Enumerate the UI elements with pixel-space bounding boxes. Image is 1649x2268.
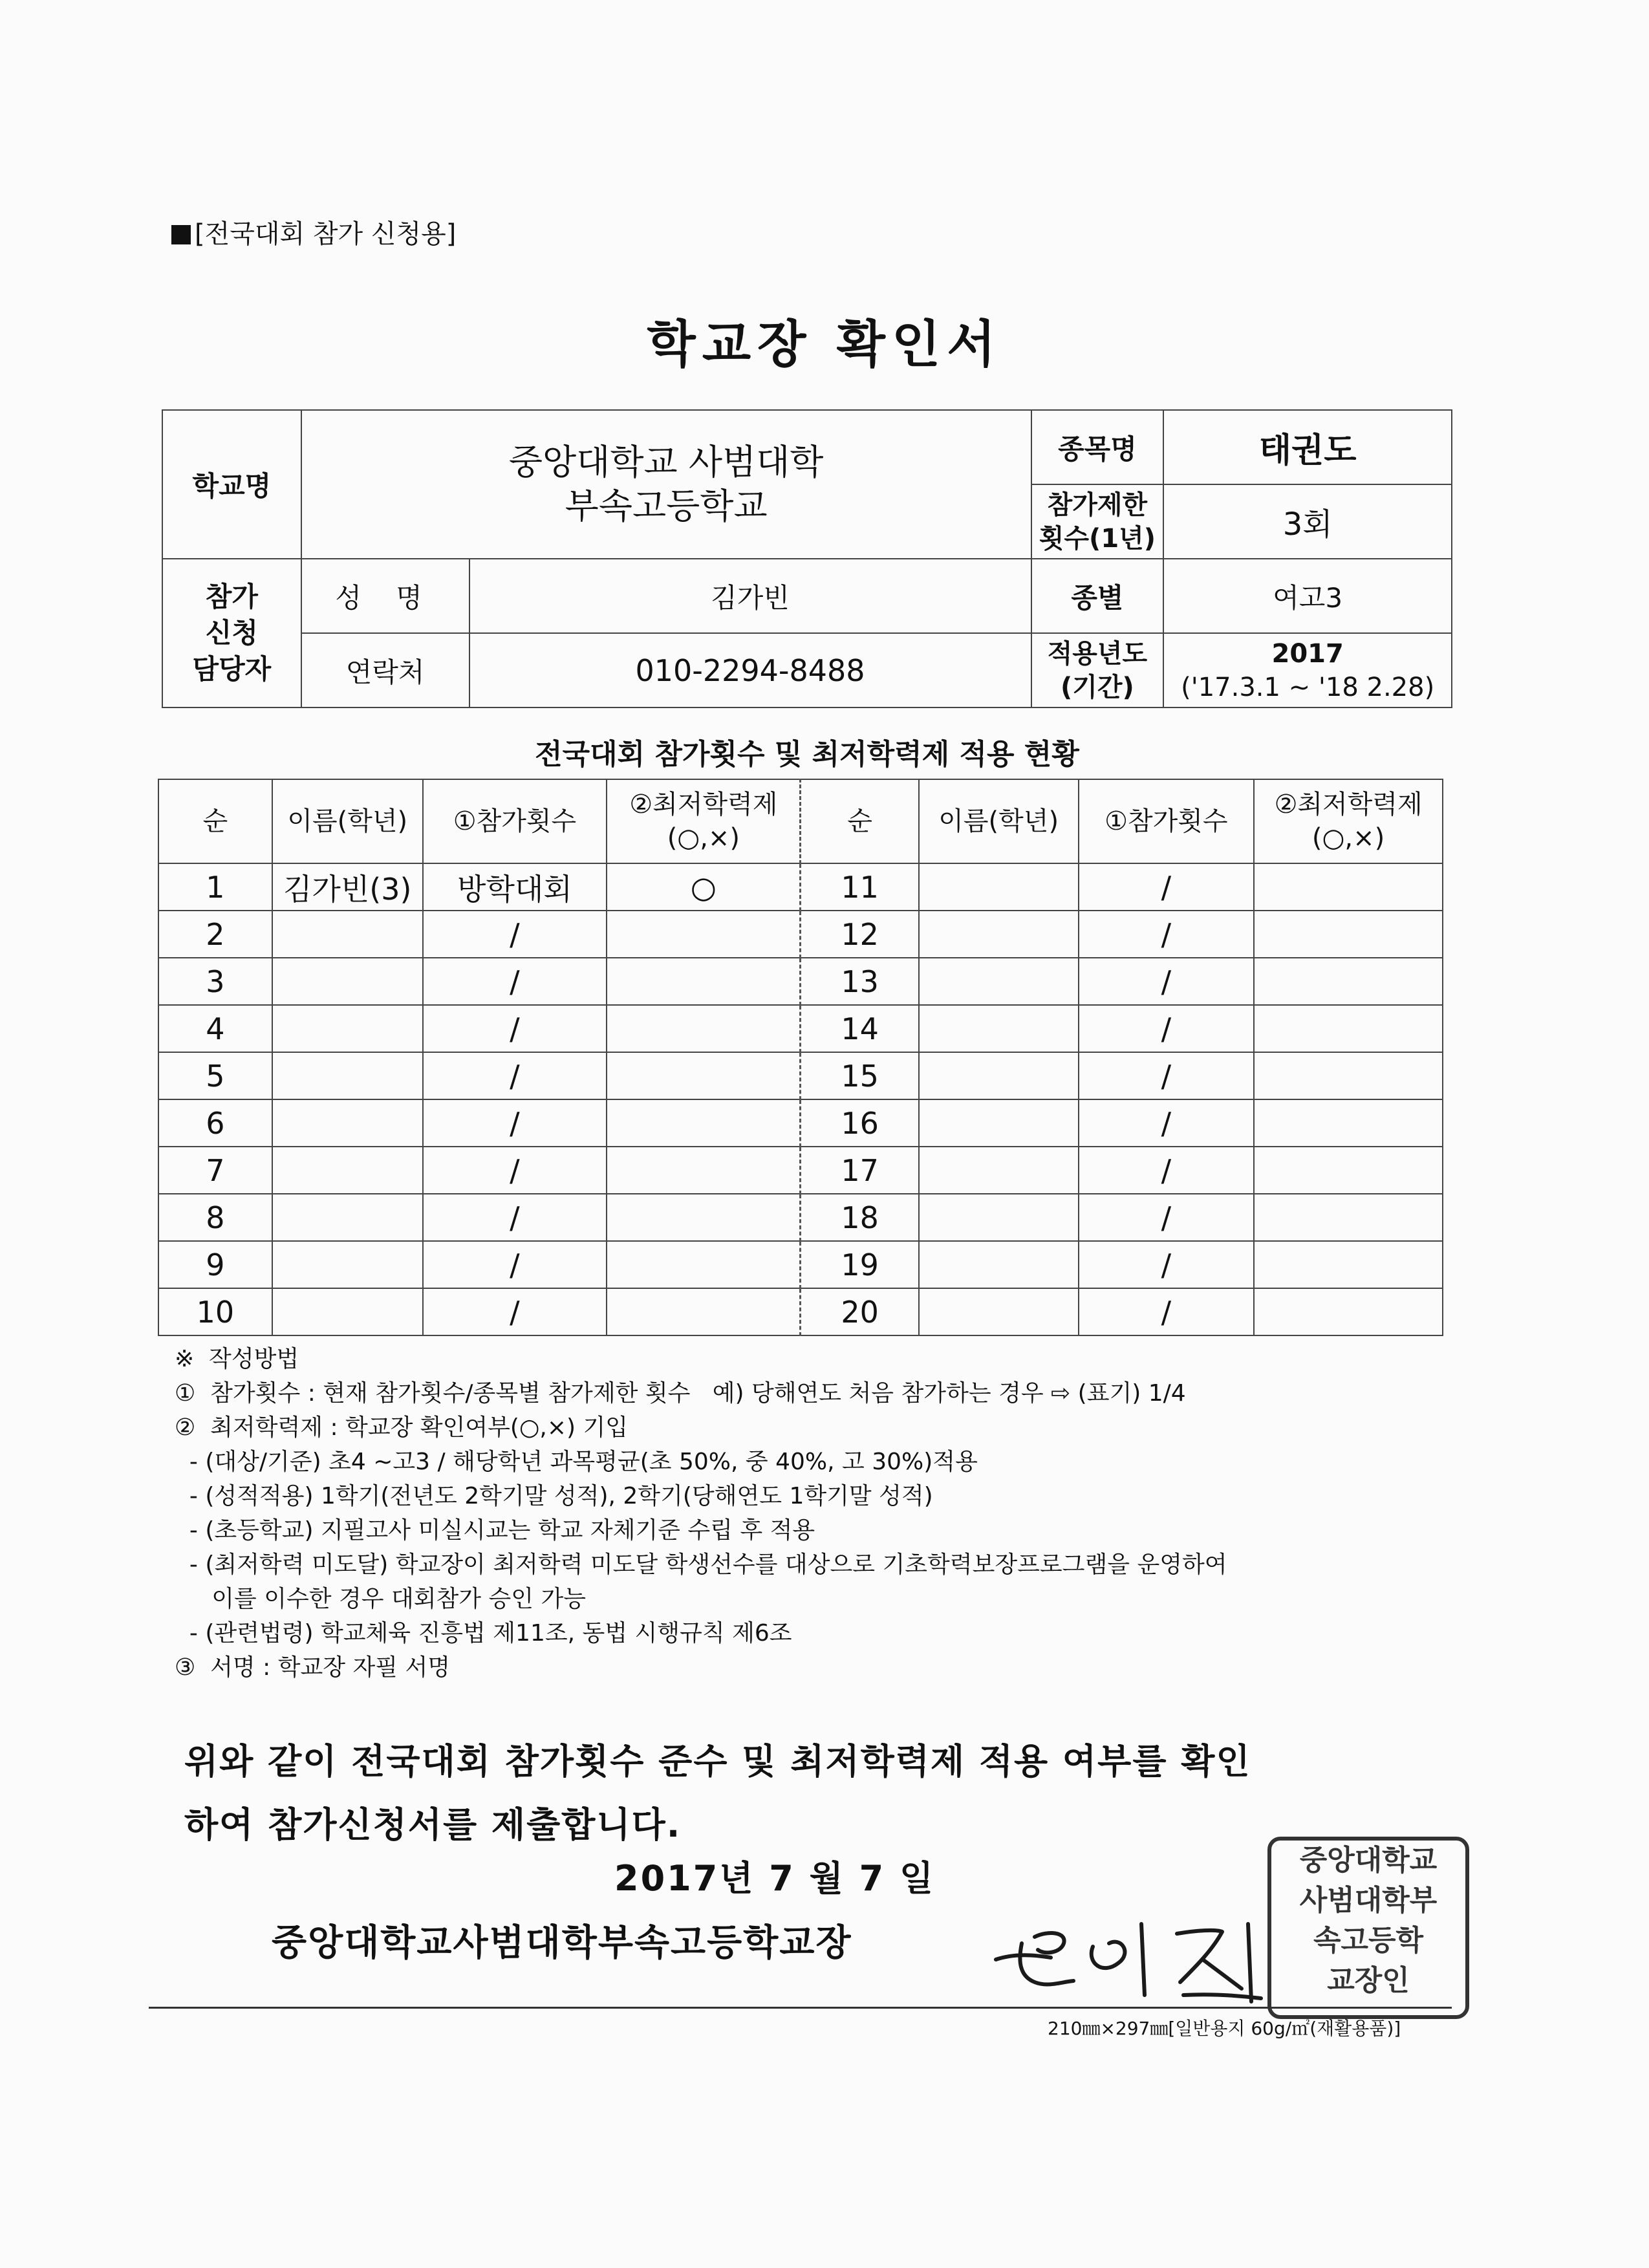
name-value: 김가빈 xyxy=(469,559,1031,633)
row-count: / xyxy=(423,958,607,1005)
header-minimum: ②최저학력제 (○,×) xyxy=(1254,779,1443,863)
row-no: 8 xyxy=(158,1194,272,1241)
row-name xyxy=(919,1005,1079,1052)
row-minimum xyxy=(607,1099,801,1147)
status-row xyxy=(158,1005,1443,1052)
row-no: 12 xyxy=(801,911,919,958)
row-no: 4 xyxy=(158,1005,272,1052)
row-minimum xyxy=(1254,1288,1443,1335)
row-minimum xyxy=(607,1241,801,1288)
year-label: 적용년도 (기간) xyxy=(1031,633,1164,707)
row-minimum xyxy=(1254,1147,1443,1194)
row-name xyxy=(272,1194,423,1241)
row-name xyxy=(919,1052,1079,1099)
instruction-line: ※ 작성방법 xyxy=(175,1346,299,1372)
writing-instructions xyxy=(175,1342,1227,1685)
row-count: / xyxy=(1079,1241,1255,1288)
bottom-divider xyxy=(149,2007,1452,2009)
limit-value: 3회 xyxy=(1163,484,1452,559)
row-no: 1 xyxy=(158,863,272,911)
row-name xyxy=(272,1005,423,1052)
row-name xyxy=(919,1147,1079,1194)
applicant-label: 참가 신청 담당자 xyxy=(162,559,301,707)
category-value: 여고3 xyxy=(1163,559,1452,633)
row-count: / xyxy=(1079,1147,1255,1194)
school-name: 중앙대학교 사범대학 부속고등학교 xyxy=(301,410,1031,559)
row-name: 김가빈(3) xyxy=(272,863,423,911)
sport-value: 태권도 xyxy=(1163,410,1452,484)
row-name xyxy=(919,1241,1079,1288)
row-no: 5 xyxy=(158,1052,272,1099)
header-no: 순 xyxy=(801,779,919,863)
row-minimum xyxy=(1254,1241,1443,1288)
school-label: 학교명 xyxy=(162,410,301,559)
square-bullet-icon xyxy=(171,225,191,244)
instruction-line: ③ 서명 : 학교장 자필 서명 xyxy=(175,1654,451,1681)
row-count: / xyxy=(1079,958,1255,1005)
header-name: 이름(학년) xyxy=(919,779,1079,863)
status-row xyxy=(158,1147,1443,1194)
status-table xyxy=(158,779,1443,1336)
row-name xyxy=(919,863,1079,911)
status-row xyxy=(158,1241,1443,1288)
row-no: 2 xyxy=(158,911,272,958)
signing-date: 2017년 7 월 7 일 xyxy=(614,1858,936,1899)
row-minimum xyxy=(1254,1005,1443,1052)
row-count: / xyxy=(1079,1052,1255,1099)
instruction-line: - (최저학력 미도달) 학교장이 최저학력 미도달 학생선수를 대상으로 기초학력보장프로그램을 운영하여 xyxy=(175,1551,1227,1578)
status-row xyxy=(158,911,1443,958)
row-count: / xyxy=(1079,1099,1255,1147)
row-minimum xyxy=(607,1194,801,1241)
row-no: 20 xyxy=(801,1288,919,1335)
status-row xyxy=(158,1099,1443,1147)
row-no: 6 xyxy=(158,1099,272,1147)
row-no: 11 xyxy=(801,863,919,911)
row-name xyxy=(919,1288,1079,1335)
header-count: ①참가횟수 xyxy=(1079,779,1255,863)
row-name xyxy=(272,1241,423,1288)
row-count: / xyxy=(423,1005,607,1052)
row-no: 18 xyxy=(801,1194,919,1241)
row-count: / xyxy=(1079,1288,1255,1335)
row-count: / xyxy=(423,1147,607,1194)
instruction-line: - (관련법령) 학교체육 진흥법 제11조, 동법 시행규칙 제6조 xyxy=(175,1620,792,1647)
row-count: 방학대회 xyxy=(423,863,607,911)
handwritten-signature xyxy=(989,1898,1313,2008)
row-no: 13 xyxy=(801,958,919,1005)
row-name xyxy=(272,1147,423,1194)
row-count: / xyxy=(423,1194,607,1241)
row-name xyxy=(919,911,1079,958)
row-count: / xyxy=(423,1241,607,1288)
status-row xyxy=(158,958,1443,1005)
document-title: 학교장 확인서 xyxy=(647,316,1002,374)
row-no: 19 xyxy=(801,1241,919,1288)
row-minimum xyxy=(607,1288,801,1335)
row-count: / xyxy=(423,1288,607,1335)
row-minimum xyxy=(1254,911,1443,958)
confirmation-statement: 위와 같이 전국대회 참가횟수 준수 및 최저학력제 적용 여부를 확인 하여 참가신청서를 제출합니다. xyxy=(184,1741,1251,1845)
header-name: 이름(학년) xyxy=(272,779,423,863)
row-minimum xyxy=(1254,1099,1443,1147)
row-name xyxy=(272,1288,423,1335)
row-no: 9 xyxy=(158,1241,272,1288)
row-minimum xyxy=(607,1005,801,1052)
row-count: / xyxy=(1079,1194,1255,1241)
row-name xyxy=(919,1194,1079,1241)
row-minimum xyxy=(1254,1052,1443,1099)
row-name xyxy=(272,911,423,958)
row-no: 10 xyxy=(158,1288,272,1335)
row-minimum xyxy=(1254,863,1443,911)
instruction-line: - (성적적용) 1학기(전년도 2학기말 성적), 2학기(당해연도 1학기말 성적) xyxy=(175,1483,933,1509)
status-row xyxy=(158,1194,1443,1241)
row-count: / xyxy=(423,1099,607,1147)
instruction-line: - (초등학교) 지필고사 미실시교는 학교 자체기준 수립 후 적용 xyxy=(175,1517,815,1544)
row-no: 3 xyxy=(158,958,272,1005)
row-count: / xyxy=(1079,1005,1255,1052)
principal-title: 중앙대학교사범대학부속고등학교장 xyxy=(272,1922,852,1964)
category-label: 종별 xyxy=(1031,559,1164,633)
row-name xyxy=(272,1052,423,1099)
row-minimum: ○ xyxy=(607,863,801,911)
contact-label: 연락처 xyxy=(301,633,469,707)
info-table xyxy=(162,409,1452,708)
row-name xyxy=(272,1099,423,1147)
official-seal: 중앙대학교 사범대학부 속고등학 교장인 xyxy=(1267,1837,1469,2019)
row-minimum xyxy=(1254,1194,1443,1241)
status-row xyxy=(158,863,1443,911)
form-tag: [전국대회 참가 신청용] xyxy=(171,213,456,250)
row-no: 14 xyxy=(801,1005,919,1052)
instruction-line: - (대상/기준) 초4 ~고3 / 해당학년 과목평균(초 50%, 중 40%, 고 30%)적용 xyxy=(175,1449,978,1475)
name-label: 성 명 xyxy=(301,559,469,633)
row-minimum xyxy=(1254,958,1443,1005)
instruction-line: 이를 이수한 경우 대회참가 승인 가능 xyxy=(175,1586,587,1612)
contact-value: 010-2294-8488 xyxy=(469,633,1031,707)
row-name xyxy=(919,958,1079,1005)
instruction-line: ② 최저학력제 : 학교장 확인여부(○,×) 기입 xyxy=(175,1414,629,1441)
status-header-row xyxy=(158,779,1443,863)
row-no: 15 xyxy=(801,1052,919,1099)
instruction-line: ① 참가횟수 : 현재 참가횟수/종목별 참가제한 횟수 예) 당해연도 처음 참가하는 경우 ⇨ (표기) 1/4 xyxy=(175,1380,1186,1407)
year-value: 2017 ('17.3.1 ~ '18 2.28) xyxy=(1163,633,1452,707)
status-title: 전국대회 참가횟수 및 최저학력제 적용 현황 xyxy=(535,738,1079,771)
row-minimum xyxy=(607,911,801,958)
header-count: ①참가횟수 xyxy=(423,779,607,863)
row-count: / xyxy=(423,911,607,958)
row-no: 16 xyxy=(801,1099,919,1147)
row-minimum xyxy=(607,958,801,1005)
row-count: / xyxy=(1079,863,1255,911)
row-minimum xyxy=(607,1052,801,1099)
limit-label: 참가제한 횟수(1년) xyxy=(1031,484,1164,559)
row-no: 17 xyxy=(801,1147,919,1194)
row-name xyxy=(272,958,423,1005)
sport-label: 종목명 xyxy=(1031,410,1164,484)
status-row xyxy=(158,1288,1443,1335)
row-count: / xyxy=(1079,911,1255,958)
header-no: 순 xyxy=(158,779,272,863)
status-row xyxy=(158,1052,1443,1099)
paper-spec-footer: 210㎜×297㎜[일반용지 60g/㎡(재활용품)] xyxy=(1048,2018,1401,2039)
row-count: / xyxy=(423,1052,607,1099)
row-minimum xyxy=(607,1147,801,1194)
row-no: 7 xyxy=(158,1147,272,1194)
header-minimum: ②최저학력제 (○,×) xyxy=(607,779,801,863)
row-name xyxy=(919,1099,1079,1147)
